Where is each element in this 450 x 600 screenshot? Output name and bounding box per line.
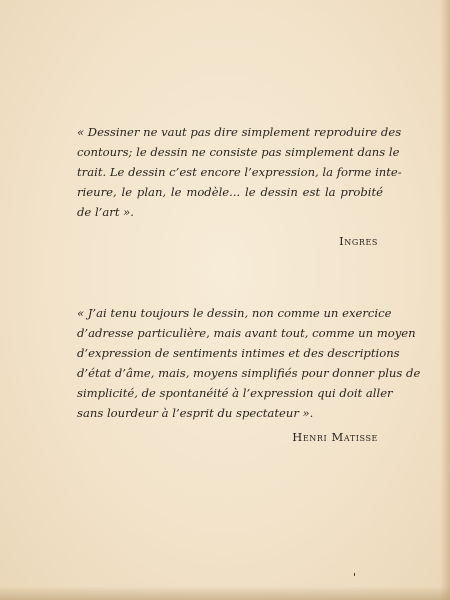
ingres-quote <box>77 122 402 222</box>
matisse-attribution: Henri Matisse <box>292 430 378 444</box>
quote-line: sans lourdeur à l’esprit du spectateur ». <box>77 406 314 420</box>
quote-line: de l’art ». <box>77 205 134 219</box>
matisse-quote <box>77 303 421 423</box>
print-speck <box>354 573 355 576</box>
quote-line: d’état d’âme, mais, moyens simplifiés pour donner plus de <box>77 366 421 380</box>
ingres-attribution: Ingres <box>339 234 378 248</box>
quote-line: rieure, le plan, le modèle... le dessin est la probité <box>77 185 383 199</box>
page-edge-shadow-right <box>440 0 450 600</box>
quote-line: trait. Le dessin c’est encore l’expression, la forme inte- <box>77 165 402 179</box>
quote-line: d’adresse particulière, mais avant tout, comme un moyen <box>77 326 416 340</box>
quote-line: « J’ai tenu toujours le dessin, non comme un exercice <box>77 306 392 320</box>
page-edge-shadow-bottom <box>0 586 450 600</box>
quote-line: « Dessiner ne vaut pas dire simplement reproduire des <box>77 125 402 139</box>
quote-line: d’expression de sentiments intimes et des descriptions <box>77 346 400 360</box>
quote-line: contours; le dessin ne consiste pas simplement dans le <box>77 145 400 159</box>
quote-line: simplicité, de spontanéité à l’expression qui doit aller <box>77 386 393 400</box>
